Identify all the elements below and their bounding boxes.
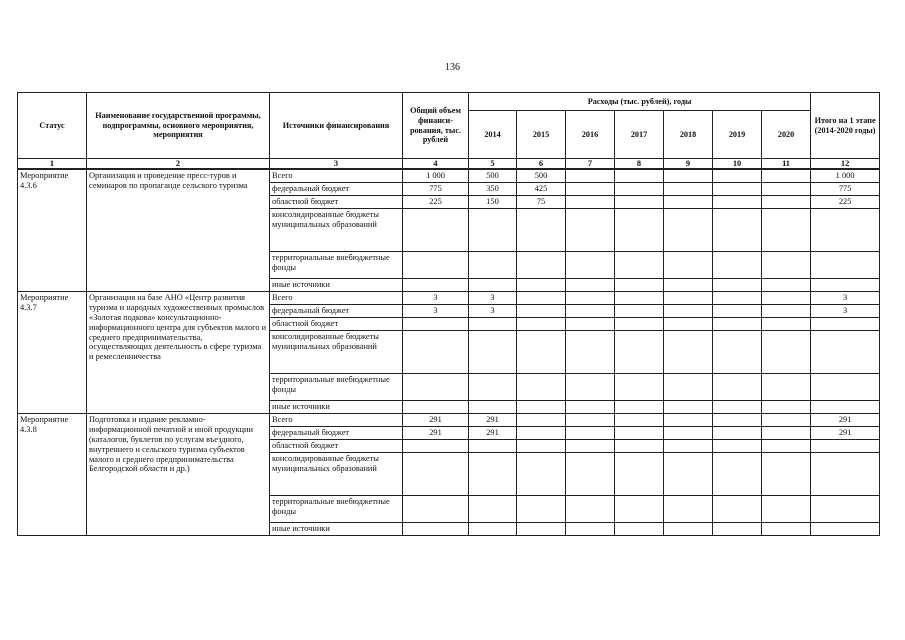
stage-total-cell xyxy=(811,400,880,413)
financing-table xyxy=(17,92,880,536)
year-value-cell xyxy=(566,439,615,452)
year-value-cell: 150 xyxy=(469,195,517,208)
year-value-cell xyxy=(517,208,566,251)
year-value-cell xyxy=(664,278,713,291)
column-number: 2 xyxy=(87,159,270,170)
year-value-cell xyxy=(762,169,811,182)
stage-total-cell xyxy=(811,208,880,251)
year-value-cell xyxy=(566,208,615,251)
total-volume-cell xyxy=(403,452,469,495)
year-value-cell xyxy=(615,452,664,495)
year-value-cell xyxy=(713,452,762,495)
total-volume-cell: 3 xyxy=(403,291,469,304)
total-volume-cell: 291 xyxy=(403,426,469,439)
year-value-cell xyxy=(713,522,762,535)
year-value-cell xyxy=(517,330,566,373)
year-value-cell xyxy=(713,169,762,182)
column-number: 11 xyxy=(762,159,811,170)
year-value-cell: 350 xyxy=(469,182,517,195)
sources-header: Источники финансирования xyxy=(270,93,403,159)
year-value-cell xyxy=(713,400,762,413)
page-number: 136 xyxy=(445,62,460,73)
year-value-cell xyxy=(664,426,713,439)
year-value-cell xyxy=(615,426,664,439)
year-value-cell xyxy=(664,373,713,400)
stage-total-cell: 291 xyxy=(811,426,880,439)
year-value-cell xyxy=(762,304,811,317)
header-row-top xyxy=(18,93,880,111)
year-value-cell xyxy=(664,195,713,208)
year-value-cell xyxy=(517,495,566,522)
funding-source: иные источники xyxy=(270,278,403,291)
year-value-cell xyxy=(566,330,615,373)
year-value-cell xyxy=(615,317,664,330)
name-header: Наименование государственной программы, подпрограммы, основного мероприятия, мероприятия xyxy=(87,93,270,159)
year-value-cell xyxy=(615,208,664,251)
funding-source: консолидированные бюджеты муниципальных образований xyxy=(270,452,403,495)
year-value-cell xyxy=(664,169,713,182)
year-header: 2019 xyxy=(713,111,762,159)
year-value-cell: 500 xyxy=(517,169,566,182)
year-value-cell xyxy=(762,495,811,522)
year-value-cell xyxy=(566,452,615,495)
year-value-cell xyxy=(664,495,713,522)
total-volume-cell xyxy=(403,439,469,452)
year-value-cell xyxy=(615,400,664,413)
total-volume-cell: 775 xyxy=(403,182,469,195)
year-value-cell xyxy=(469,330,517,373)
column-number: 3 xyxy=(270,159,403,170)
year-value-cell xyxy=(713,278,762,291)
column-number: 6 xyxy=(517,159,566,170)
year-value-cell xyxy=(762,373,811,400)
total-volume-cell: 3 xyxy=(403,304,469,317)
year-value-cell xyxy=(517,304,566,317)
funding-source: территориальные внебюджетные фонды xyxy=(270,373,403,400)
year-value-cell xyxy=(713,373,762,400)
year-value-cell xyxy=(664,330,713,373)
year-value-cell xyxy=(469,373,517,400)
year-value-cell xyxy=(469,452,517,495)
year-value-cell: 500 xyxy=(469,169,517,182)
year-value-cell xyxy=(615,439,664,452)
year-value-cell xyxy=(517,373,566,400)
year-header: 2014 xyxy=(469,111,517,159)
year-value-cell xyxy=(762,208,811,251)
year-value-cell xyxy=(713,251,762,278)
year-value-cell: 425 xyxy=(517,182,566,195)
funding-source: иные источники xyxy=(270,400,403,413)
funding-source: областной бюджет xyxy=(270,317,403,330)
funding-source: Всего xyxy=(270,413,403,426)
year-value-cell xyxy=(566,400,615,413)
measure-name: Организация на базе АНО «Центр развития туризма и народных художественных промыслов «Золотая подкова» консультационно-информационного центра для субъектов малого и среднего предпринимательства, осуществляющих деятельность в сфере туризма и ремесленничества xyxy=(87,291,270,413)
year-value-cell xyxy=(615,182,664,195)
measure-status: Мероприятие 4.3.7 xyxy=(18,291,87,413)
year-value-cell xyxy=(762,195,811,208)
stage-total-cell xyxy=(811,278,880,291)
year-value-cell xyxy=(566,317,615,330)
column-number: 9 xyxy=(664,159,713,170)
year-value-cell: 3 xyxy=(469,304,517,317)
year-value-cell xyxy=(517,452,566,495)
year-value-cell: 291 xyxy=(469,413,517,426)
total-volume-cell xyxy=(403,330,469,373)
year-value-cell xyxy=(469,278,517,291)
year-value-cell xyxy=(615,291,664,304)
year-value-cell xyxy=(664,291,713,304)
column-number: 8 xyxy=(615,159,664,170)
year-value-cell xyxy=(713,317,762,330)
year-value-cell xyxy=(566,195,615,208)
year-value-cell xyxy=(762,182,811,195)
stage-total-cell xyxy=(811,452,880,495)
funding-source: Всего xyxy=(270,291,403,304)
stage-total-cell: 3 xyxy=(811,304,880,317)
year-value-cell xyxy=(664,522,713,535)
year-value-cell xyxy=(762,439,811,452)
year-header: 2018 xyxy=(664,111,713,159)
year-value-cell xyxy=(517,522,566,535)
measure-status: Мероприятие 4.3.8 xyxy=(18,413,87,535)
total-volume-header: Общий объем финанси-рования, тыс. рублей xyxy=(403,93,469,159)
stage-total-cell: 3 xyxy=(811,291,880,304)
year-value-cell xyxy=(517,317,566,330)
total-volume-cell xyxy=(403,373,469,400)
column-number: 1 xyxy=(18,159,87,170)
stage-total-header: Итого на 1 этапе (2014-2020 годы) xyxy=(811,93,880,159)
year-value-cell xyxy=(762,452,811,495)
year-value-cell xyxy=(615,373,664,400)
total-volume-cell: 1 000 xyxy=(403,169,469,182)
funding-source: федеральный бюджет xyxy=(270,182,403,195)
year-value-cell xyxy=(762,522,811,535)
column-number: 12 xyxy=(811,159,880,170)
year-value-cell xyxy=(664,208,713,251)
year-value-cell xyxy=(762,330,811,373)
year-value-cell xyxy=(469,522,517,535)
year-value-cell xyxy=(517,413,566,426)
table-row xyxy=(18,291,880,304)
year-value-cell xyxy=(713,195,762,208)
year-value-cell xyxy=(469,251,517,278)
year-value-cell xyxy=(664,452,713,495)
table-row xyxy=(18,169,880,182)
column-numbers-row xyxy=(18,159,880,170)
year-value-cell xyxy=(762,291,811,304)
year-value-cell: 3 xyxy=(469,291,517,304)
year-value-cell xyxy=(615,169,664,182)
total-volume-cell xyxy=(403,278,469,291)
year-value-cell: 291 xyxy=(469,426,517,439)
year-value-cell xyxy=(566,522,615,535)
year-value-cell xyxy=(713,304,762,317)
year-value-cell xyxy=(469,400,517,413)
stage-total-cell: 291 xyxy=(811,413,880,426)
year-value-cell xyxy=(664,251,713,278)
year-value-cell xyxy=(713,413,762,426)
year-value-cell xyxy=(713,426,762,439)
year-value-cell xyxy=(517,278,566,291)
funding-source: областной бюджет xyxy=(270,439,403,452)
year-value-cell xyxy=(566,495,615,522)
year-value-cell xyxy=(517,400,566,413)
column-number: 5 xyxy=(469,159,517,170)
year-value-cell xyxy=(566,291,615,304)
stage-total-cell xyxy=(811,439,880,452)
funding-source: консолидированные бюджеты муниципальных образований xyxy=(270,208,403,251)
year-value-cell xyxy=(469,317,517,330)
year-value-cell xyxy=(615,304,664,317)
total-volume-cell xyxy=(403,400,469,413)
year-value-cell xyxy=(762,251,811,278)
year-value-cell xyxy=(615,195,664,208)
year-value-cell xyxy=(469,208,517,251)
year-value-cell xyxy=(615,251,664,278)
stage-total-cell xyxy=(811,251,880,278)
year-value-cell xyxy=(713,182,762,195)
status-header: Статус xyxy=(18,93,87,159)
year-header: 2017 xyxy=(615,111,664,159)
total-volume-cell: 291 xyxy=(403,413,469,426)
year-value-cell xyxy=(713,208,762,251)
year-value-cell xyxy=(615,278,664,291)
year-value-cell xyxy=(664,413,713,426)
year-value-cell xyxy=(664,439,713,452)
year-value-cell xyxy=(517,291,566,304)
column-number: 4 xyxy=(403,159,469,170)
year-value-cell xyxy=(566,278,615,291)
year-value-cell xyxy=(664,304,713,317)
year-value-cell xyxy=(713,291,762,304)
measure-name: Организация и проведение пресс-туров и семинаров по пропаганде сельского туризма xyxy=(87,169,270,291)
stage-total-cell: 225 xyxy=(811,195,880,208)
stage-total-cell xyxy=(811,373,880,400)
total-volume-cell xyxy=(403,495,469,522)
year-value-cell xyxy=(615,522,664,535)
year-value-cell xyxy=(566,373,615,400)
year-value-cell xyxy=(469,495,517,522)
year-value-cell xyxy=(615,413,664,426)
total-volume-cell xyxy=(403,251,469,278)
year-value-cell xyxy=(713,330,762,373)
column-number: 10 xyxy=(713,159,762,170)
stage-total-cell xyxy=(811,330,880,373)
year-value-cell xyxy=(762,400,811,413)
total-volume-cell xyxy=(403,208,469,251)
year-value-cell xyxy=(762,413,811,426)
funding-source: Всего xyxy=(270,169,403,182)
measure-status: Мероприятие 4.3.6 xyxy=(18,169,87,291)
expenses-header: Расходы (тыс. рублей), годы xyxy=(469,93,811,111)
year-header: 2020 xyxy=(762,111,811,159)
year-value-cell xyxy=(566,413,615,426)
year-value-cell xyxy=(566,426,615,439)
funding-source: иные источники xyxy=(270,522,403,535)
year-value-cell xyxy=(664,400,713,413)
total-volume-cell xyxy=(403,317,469,330)
year-value-cell xyxy=(664,317,713,330)
stage-total-cell xyxy=(811,522,880,535)
total-volume-cell xyxy=(403,522,469,535)
year-value-cell xyxy=(762,278,811,291)
year-value-cell xyxy=(713,495,762,522)
year-value-cell xyxy=(566,169,615,182)
funding-source: федеральный бюджет xyxy=(270,426,403,439)
table-row xyxy=(18,413,880,426)
funding-source: территориальные внебюджетные фонды xyxy=(270,251,403,278)
funding-source: областной бюджет xyxy=(270,195,403,208)
stage-total-cell xyxy=(811,317,880,330)
year-value-cell xyxy=(615,330,664,373)
year-value-cell xyxy=(517,251,566,278)
year-value-cell xyxy=(664,182,713,195)
total-volume-cell: 225 xyxy=(403,195,469,208)
stage-total-cell: 775 xyxy=(811,182,880,195)
column-number: 7 xyxy=(566,159,615,170)
year-value-cell xyxy=(615,495,664,522)
year-header: 2015 xyxy=(517,111,566,159)
stage-total-cell: 1 000 xyxy=(811,169,880,182)
year-value-cell: 75 xyxy=(517,195,566,208)
year-value-cell xyxy=(517,426,566,439)
stage-total-cell xyxy=(811,495,880,522)
year-value-cell xyxy=(517,439,566,452)
funding-source: федеральный бюджет xyxy=(270,304,403,317)
year-value-cell xyxy=(566,304,615,317)
funding-source: территориальные внебюджетные фонды xyxy=(270,495,403,522)
year-value-cell xyxy=(566,182,615,195)
year-value-cell xyxy=(469,439,517,452)
funding-source: консолидированные бюджеты муниципальных образований xyxy=(270,330,403,373)
year-value-cell xyxy=(713,439,762,452)
year-header: 2016 xyxy=(566,111,615,159)
year-value-cell xyxy=(566,251,615,278)
year-value-cell xyxy=(762,426,811,439)
year-value-cell xyxy=(762,317,811,330)
measure-name: Подготовка и издание рекламно-информационной печатной и иной продукции (каталогов, буклетов по услугам въездного, внутреннего и сельского туризма субъектов малого и среднего предпринимательства Белгородской области и др.) xyxy=(87,413,270,535)
